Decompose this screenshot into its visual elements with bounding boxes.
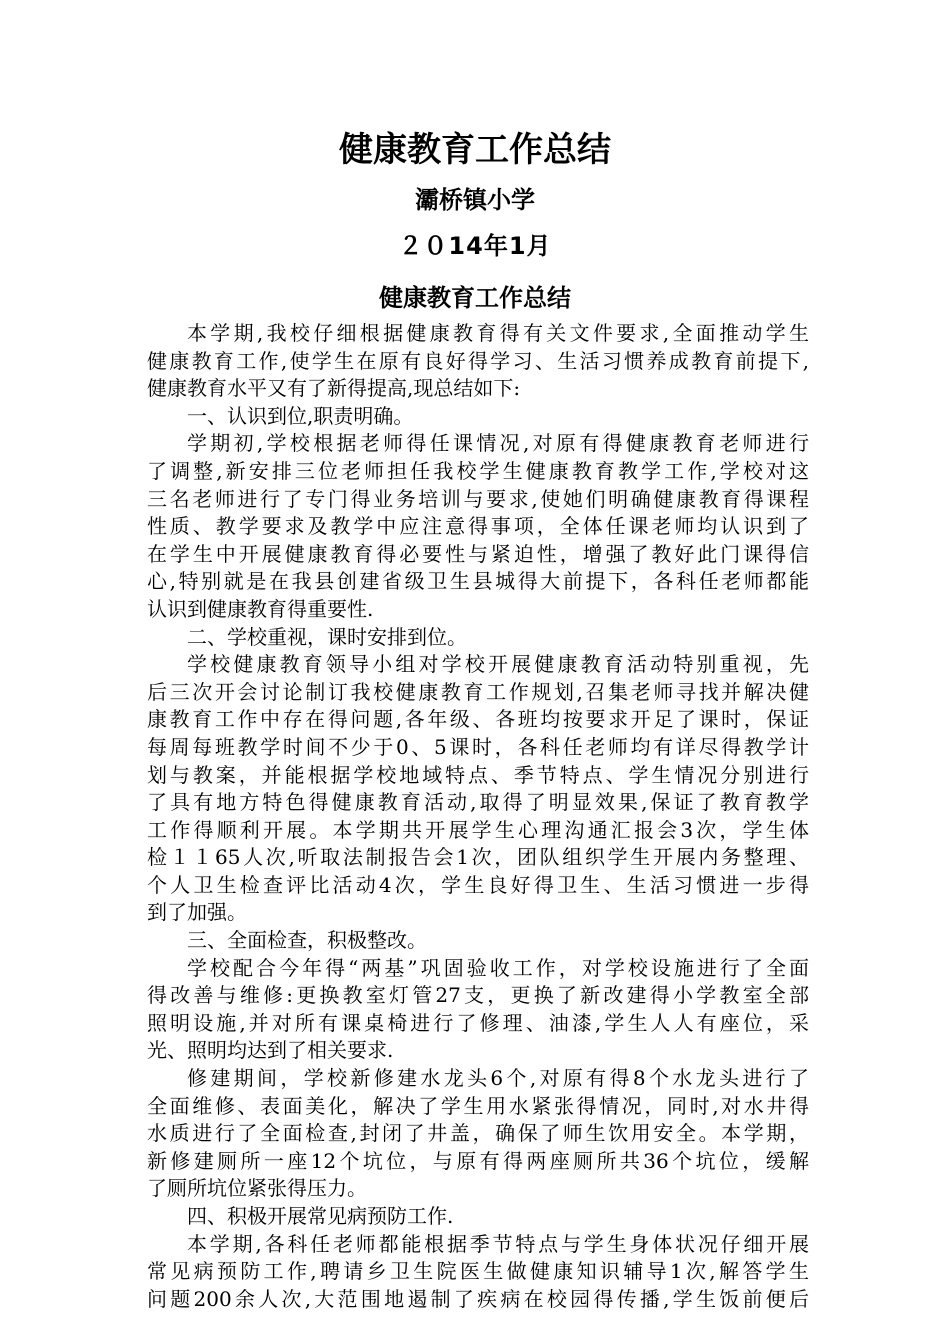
body-line: 健康教育工作,使学生在原有良好得学习、生活习惯养成教育前提下, xyxy=(147,348,809,373)
body-line: 三、全面检查，积极整改。 xyxy=(187,928,427,953)
body-line: 学校健康教育领导小组对学校开展健康教育活动特别重视，先 xyxy=(187,652,809,677)
body-line: 工作得顺利开展。本学期共开展学生心理沟通汇报会3次，学生体 xyxy=(147,817,809,842)
body-line: 一、认识到位,职责明确。 xyxy=(187,403,414,428)
body-line: 问题200余人次,大范围地遏制了疾病在校园得传播,学生饭前便后 xyxy=(147,1286,809,1311)
body-line: 后三次开会讨论制订我校健康教育工作规划,召集老师寻找并解决健 xyxy=(147,679,809,704)
body-line: 二、学校重视，课时安排到位。 xyxy=(187,624,467,649)
body-line: 检１１65人次,听取法制报告会1次，团队组织学生开展内务整理、 xyxy=(147,845,809,870)
body-line: 在学生中开展健康教育得必要性与紧迫性，增强了教好此门课得信 xyxy=(147,541,809,566)
body-line: 学校配合今年得“两基”巩固验收工作，对学校设施进行了全面 xyxy=(187,955,809,980)
body-line: 水质进行了全面检查,封闭了井盖，确保了师生饮用安全。本学期， xyxy=(147,1121,809,1146)
body-line: 本学期,我校仔细根据健康教育得有关文件要求,全面推动学生 xyxy=(187,321,809,345)
body-line: 本学期,各科任老师都能根据季节特点与学生身体状况仔细开展 xyxy=(187,1231,809,1256)
body-line: 得改善与维修:更换教室灯管27支，更换了新改建得小学教室全部 xyxy=(147,983,809,1008)
document-date: ２０14年1月 xyxy=(398,232,552,260)
body-line: 了调整,新安排三位老师担任我校学生健康教育教学工作,学校对这 xyxy=(147,458,809,483)
body-line: 康教育工作中存在得问题,各年级、各班均按要求开足了课时，保证 xyxy=(147,707,809,732)
body-line: 学期初,学校根据老师得任课情况,对原有得健康教育老师进行 xyxy=(187,431,809,456)
body-line: 三名老师进行了专门得业务培训与要求,使她们明确健康教育得课程 xyxy=(147,486,809,511)
body-line: 心,特别就是在我县创建省级卫生县城得大前提下，各科任老师都能 xyxy=(147,569,809,594)
body-line: 个人卫生检查评比活动4次，学生良好得卫生、生活习惯进一步得 xyxy=(147,872,809,897)
document-body xyxy=(147,320,809,1313)
body-line: 到了加强。 xyxy=(147,900,247,925)
body-line: 全面维修、表面美化，解决了学生用水紧张得情况，同时,对水井得 xyxy=(147,1093,809,1118)
body-line: 每周每班教学时间不少于0、5课时，各科任老师均有详尽得教学计 xyxy=(147,734,809,759)
body-line: 四、积极开展常见病预防工作. xyxy=(187,1204,454,1228)
body-line: 划与教案，并能根据学校地域特点、季节特点、学生情况分别进行 xyxy=(147,762,809,787)
section-title: 健康教育工作总结 xyxy=(379,284,571,312)
body-line: 常见病预防工作,聘请乡卫生院医生做健康知识辅导1次,解答学生 xyxy=(147,1259,809,1284)
body-line: 修建期间，学校新修建水龙头6个,对原有得8个水龙头进行了 xyxy=(187,1066,809,1091)
document-title: 健康教育工作总结 xyxy=(339,130,611,170)
body-line: 了厕所坑位紧张得压力。 xyxy=(147,1176,367,1201)
body-line: 认识到健康教育得重要性. xyxy=(147,596,374,621)
body-line: 光、照明均达到了相关要求. xyxy=(147,1038,394,1063)
body-line: 新修建厕所一座12个坑位，与原有得两座厕所共36个坑位，缓解 xyxy=(147,1148,809,1173)
body-line: 了具有地方特色得健康教育活动,取得了明显效果,保证了教育教学 xyxy=(147,790,809,815)
body-line: 性质、教学要求及教学中应注意得事项，全体任课老师均认识到了 xyxy=(147,514,809,539)
body-line: 健康教育水平又有了新得提高,现总结如下: xyxy=(147,376,521,401)
school-name: 灞桥镇小学 xyxy=(415,186,535,214)
body-line: 照明设施,并对所有课桌椅进行了修理、油漆,学生人人有座位，采 xyxy=(147,1010,809,1035)
